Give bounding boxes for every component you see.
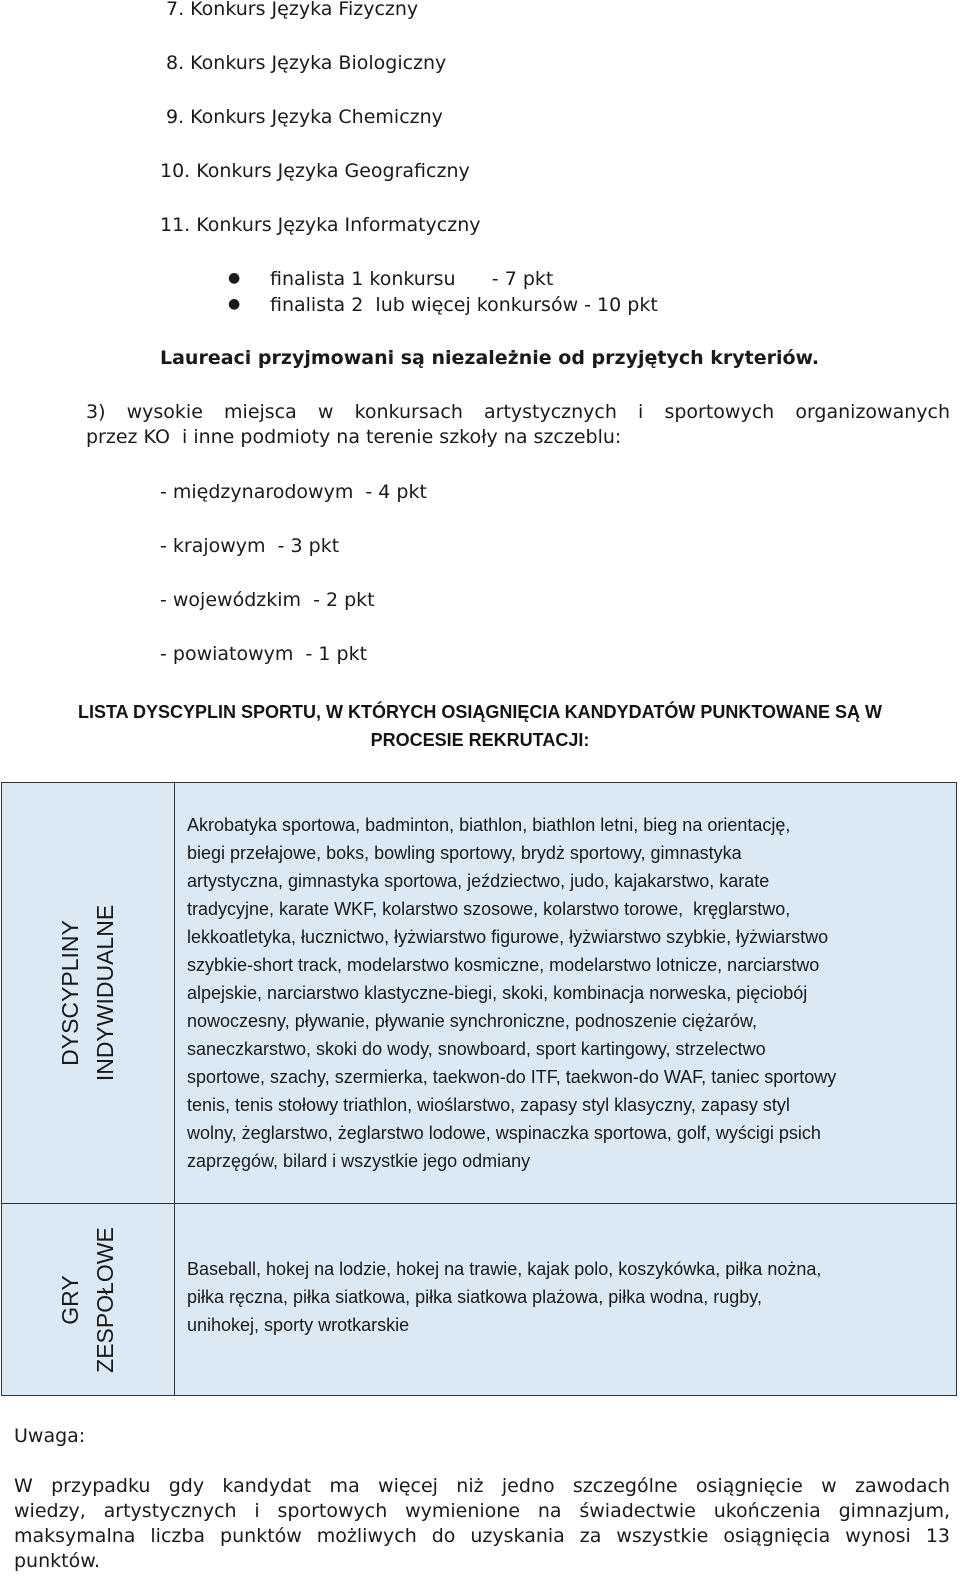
level-item: - międzynarodowym - 4 pkt bbox=[160, 481, 427, 503]
disciplines-line: unihokej, sporty wrotkarskie bbox=[187, 1315, 410, 1335]
disciplines-text bbox=[187, 1255, 944, 1339]
list-item: 10. Konkurs Języka Geograficzny bbox=[160, 160, 470, 182]
disciplines-text bbox=[187, 811, 944, 1175]
list-item: 9. Konkurs Języka Chemiczny bbox=[166, 106, 443, 128]
category-label bbox=[53, 1227, 123, 1373]
bullet-icon: ● bbox=[228, 270, 241, 286]
disciplines-line: tradycyjne, karate WKF, kolarstwo szosowe, kolarstwo torowe, kręglarstwo, bbox=[187, 899, 791, 919]
list-item: 7. Konkurs Języka Fizyczny bbox=[166, 0, 419, 20]
disciplines-line: saneczkarstwo, skoki do wody, snowboard, sport kartingowy, strzelectwo bbox=[187, 1039, 766, 1059]
note-line: wiedzy, artystycznych i sportowych wymienione na świadectwie ukończenia gimnazjum, bbox=[14, 1500, 950, 1522]
disciplines-line: artystyczna, gimnastyka sportowa, jeździectwo, judo, kajakarstwo, karate bbox=[187, 871, 770, 891]
disciplines-line: lekkoatletyka, łucznictwo, łyżwiarstwo figurowe, łyżwiarstwo szybkie, łyżwiarstwo bbox=[187, 927, 829, 947]
category-label bbox=[53, 905, 123, 1081]
note-paragraph bbox=[14, 1474, 950, 1574]
sports-heading-line: LISTA DYSCYPLIN SPORTU, W KTÓRYCH OSIĄGNIĘCIA KANDYDATÓW PUNKTOWANE SĄ W bbox=[77, 702, 882, 722]
note-line: punktów. bbox=[14, 1550, 101, 1572]
disciplines-line: Akrobatyka sportowa, badminton, biathlon, biathlon letni, bieg na orientację, bbox=[187, 815, 791, 835]
sports-heading-line: PROCESIE REKRUTACJI: bbox=[370, 730, 590, 750]
category-cell bbox=[2, 1204, 175, 1395]
disciplines-line: tenis, tenis stołowy triathlon, wioślarstwo, zapasy styl klasyczny, zapasy styl bbox=[187, 1095, 790, 1115]
level-item: - powiatowym - 1 pkt bbox=[160, 643, 368, 665]
finalist-points-item: finalista 1 konkursu - 7 pkt bbox=[270, 268, 554, 290]
section3-line: przez KO i inne podmioty na terenie szkoły na szczeblu: bbox=[86, 426, 622, 448]
note-label: Uwaga: bbox=[14, 1425, 86, 1447]
category-label-line: DYSCYPLINY bbox=[57, 920, 83, 1066]
disciplines-line: sportowe, szachy, szermierka, taekwon-do ITF, taekwon-do WAF, taniec sportowy bbox=[187, 1067, 837, 1087]
finalist-points-item: finalista 2 lub więcej konkursów - 10 pkt bbox=[270, 294, 658, 316]
list-item: 8. Konkurs Języka Biologiczny bbox=[166, 52, 447, 74]
bullet-icon: ● bbox=[228, 296, 241, 312]
category-label-line: ZESPOŁOWE bbox=[92, 1226, 118, 1373]
disciplines-line: szybkie-short track, modelarstwo kosmiczne, modelarstwo lotnicze, narciarstwo bbox=[187, 955, 820, 975]
sports-table bbox=[1, 782, 957, 1396]
disciplines-line: alpejskie, narciarstwo klastyczne-biegi, skoki, kombinacja norweska, pięciobój bbox=[187, 983, 808, 1003]
disciplines-line: biegi przełajowe, boks, bowling sportowy, brydż sportowy, gimnastyka bbox=[187, 843, 742, 863]
sports-heading bbox=[0, 698, 960, 754]
disciplines-line: wolny, żeglarstwo, żeglarstwo lodowe, wspinaczka sportowa, golf, wyścigi psich bbox=[187, 1123, 821, 1143]
disciplines-line: nowoczesny, pływanie, pływanie synchroniczne, podnoszenie ciężarów, bbox=[187, 1011, 757, 1031]
note-line: maksymalna liczba punktów możliwych do uzyskania za wszystkie osiągnięcia wynosi 13 bbox=[14, 1525, 950, 1547]
category-label-line: GRY bbox=[57, 1274, 83, 1325]
laureaci-note: Laureaci przyjmowani są niezależnie od przyjętych kryteriów. bbox=[160, 347, 820, 369]
section3-line: 3) wysokie miejsca w konkursach artystycznych i sportowych organizowanych bbox=[86, 401, 950, 423]
disciplines-line: zaprzęgów, bilard i wszystkie jego odmiany bbox=[187, 1151, 531, 1171]
section3-paragraph bbox=[86, 400, 950, 450]
disciplines-cell bbox=[175, 783, 956, 1203]
disciplines-cell bbox=[175, 1204, 956, 1395]
level-item: - krajowym - 3 pkt bbox=[160, 535, 340, 557]
list-item: 11. Konkurs Języka Informatyczny bbox=[160, 214, 481, 236]
level-item: - wojewódzkim - 2 pkt bbox=[160, 589, 375, 611]
category-cell bbox=[2, 783, 175, 1203]
disciplines-line: Baseball, hokej na lodzie, hokej na trawie, kajak polo, koszykówka, piłka nożna, bbox=[187, 1259, 822, 1279]
category-label-line: INDYWIDUALNE bbox=[92, 904, 118, 1082]
disciplines-line: piłka ręczna, piłka siatkowa, piłka siatkowa plażowa, piłka wodna, rugby, bbox=[187, 1287, 762, 1307]
note-line: W przypadku gdy kandydat ma więcej niż jedno szczególne osiągnięcie w zawodach bbox=[14, 1475, 950, 1497]
